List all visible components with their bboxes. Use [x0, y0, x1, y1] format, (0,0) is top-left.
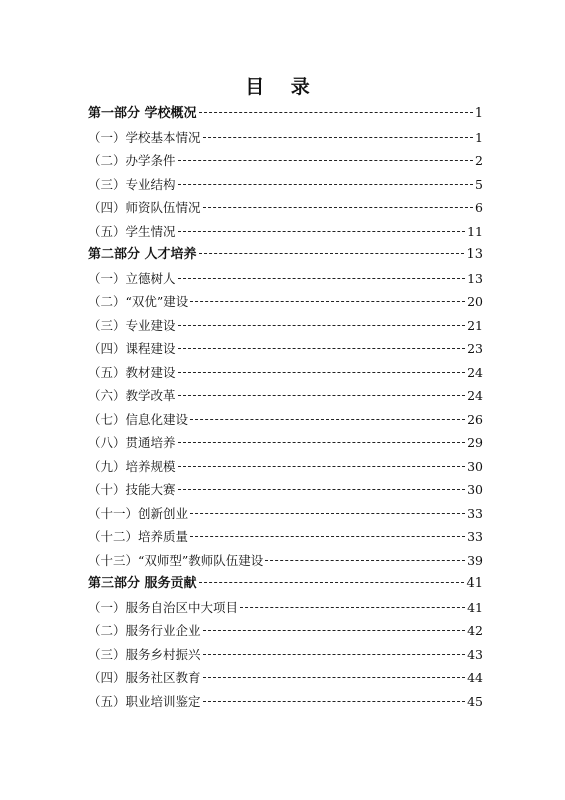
dot-leader: [203, 207, 474, 208]
toc-entry[interactable]: [88, 149, 483, 173]
dot-leader: [199, 112, 473, 113]
toc-page-number: 1: [475, 129, 483, 145]
dot-leader: [265, 560, 465, 561]
dot-leader: [178, 466, 466, 467]
toc-entry-label: （一）服务自治区中大项目: [88, 599, 239, 615]
dot-leader: [190, 513, 465, 514]
toc-entry[interactable]: [88, 196, 483, 220]
toc-page-number: 11: [467, 223, 483, 239]
toc-entry-label: （六）教学改革: [88, 388, 176, 403]
dot-leader: [190, 301, 465, 302]
toc-page-number: 24: [467, 364, 483, 380]
toc-page-number: 26: [467, 411, 483, 427]
toc-entry-label: （二）“双优”建设: [88, 294, 189, 309]
toc-page-number: 5: [475, 176, 483, 192]
toc-entry[interactable]: [88, 220, 483, 244]
toc-entry[interactable]: [88, 408, 483, 432]
toc-page-number: 39: [467, 552, 483, 568]
dot-leader: [190, 536, 465, 537]
dot-leader: [203, 630, 466, 631]
dot-leader: [203, 137, 474, 138]
toc-entry-label: 第三部分 服务贡献: [88, 576, 197, 591]
toc-page-number: 30: [467, 458, 483, 474]
toc-page-number: 45: [467, 693, 483, 709]
toc-entry[interactable]: [88, 431, 483, 455]
toc-entry[interactable]: [88, 643, 483, 667]
toc-entry-label: （十）技能大赛: [88, 482, 176, 497]
toc-page-number: 20: [467, 294, 483, 309]
dot-leader: [178, 372, 466, 373]
dot-leader: [178, 395, 466, 396]
toc-entry-label: （一）学校基本情况: [88, 129, 201, 145]
dot-leader: [178, 348, 466, 349]
toc-entry-label: （五）教材建设: [88, 364, 176, 380]
toc-page-number: 41: [467, 599, 483, 615]
toc-entry[interactable]: [88, 690, 483, 714]
toc-entry-label: （十二）培养质量: [88, 529, 189, 544]
toc-page-number: 33: [467, 529, 483, 544]
toc-entry-label: （十三）“双师型”教师队伍建设: [88, 552, 264, 568]
toc-page-number: 29: [467, 435, 483, 450]
toc-entry-label: （八）贯通培养: [88, 435, 176, 450]
toc-entry-label: （七）信息化建设: [88, 411, 189, 427]
toc-entry[interactable]: [88, 361, 483, 385]
toc-entry-label: （四）课程建设: [88, 341, 176, 356]
toc-entry-label: （二）服务行业企业: [88, 623, 201, 638]
dot-leader: [203, 654, 466, 655]
dot-leader: [178, 442, 466, 443]
toc-entry[interactable]: [88, 455, 483, 479]
toc-entry-label: （一）立德树人: [88, 270, 176, 286]
dot-leader: [178, 278, 466, 279]
table-of-contents: [88, 102, 483, 713]
dot-leader: [178, 489, 466, 490]
toc-part-heading[interactable]: [88, 243, 483, 267]
toc-entry[interactable]: [88, 619, 483, 643]
toc-entry-label: （三）服务乡村振兴: [88, 646, 201, 662]
toc-page-number: 41: [466, 576, 483, 591]
toc-entry[interactable]: [88, 290, 483, 314]
toc-page-number: 13: [466, 247, 483, 262]
toc-page-number: 33: [467, 505, 483, 521]
toc-entry-label: 第一部分 学校概况: [88, 106, 197, 121]
toc-entry[interactable]: [88, 666, 483, 690]
dot-leader: [203, 701, 466, 702]
toc-part-heading[interactable]: [88, 572, 483, 596]
toc-entry-label: （四）服务社区教育: [88, 670, 201, 685]
toc-entry[interactable]: [88, 267, 483, 291]
toc-entry[interactable]: [88, 173, 483, 197]
dot-leader: [240, 607, 465, 608]
toc-entry-label: （三）专业结构: [88, 176, 176, 192]
dot-leader: [199, 253, 465, 254]
dot-leader: [203, 677, 466, 678]
toc-entry-label: （十一）创新创业: [88, 505, 189, 521]
toc-entry[interactable]: [88, 384, 483, 408]
dot-leader: [199, 582, 465, 583]
toc-entry-label: （九）培养规模: [88, 458, 176, 474]
toc-entry[interactable]: [88, 502, 483, 526]
dot-leader: [190, 419, 465, 420]
toc-entry[interactable]: [88, 596, 483, 620]
toc-entry-label: （五）职业培训鉴定: [88, 693, 201, 709]
toc-entry[interactable]: [88, 549, 483, 573]
toc-entry[interactable]: [88, 314, 483, 338]
toc-page-number: 2: [475, 153, 483, 168]
toc-page-number: 6: [475, 200, 483, 215]
toc-entry[interactable]: [88, 337, 483, 361]
toc-page-number: 23: [467, 341, 483, 356]
toc-part-heading[interactable]: [88, 102, 483, 126]
toc-entry[interactable]: [88, 478, 483, 502]
toc-entry[interactable]: [88, 126, 483, 150]
toc-entry-label: 第二部分 人才培养: [88, 247, 197, 262]
dot-leader: [178, 160, 474, 161]
toc-entry-label: （四）师资队伍情况: [88, 200, 201, 215]
toc-page-number: 30: [467, 482, 483, 497]
toc-page-number: 1: [474, 106, 483, 121]
toc-entry-label: （二）办学条件: [88, 153, 176, 168]
toc-page-number: 21: [467, 317, 483, 333]
toc-page-number: 42: [467, 623, 483, 638]
dot-leader: [178, 231, 466, 232]
toc-page-number: 43: [467, 646, 483, 662]
page-title: 目 录: [245, 76, 320, 98]
toc-entry-label: （三）专业建设: [88, 317, 176, 333]
toc-page-number: 24: [467, 388, 483, 403]
toc-entry-label: （五）学生情况: [88, 223, 176, 239]
dot-leader: [178, 184, 474, 185]
dot-leader: [178, 325, 466, 326]
toc-entry[interactable]: [88, 525, 483, 549]
toc-page-number: 44: [467, 670, 483, 685]
toc-page-number: 13: [467, 270, 483, 286]
